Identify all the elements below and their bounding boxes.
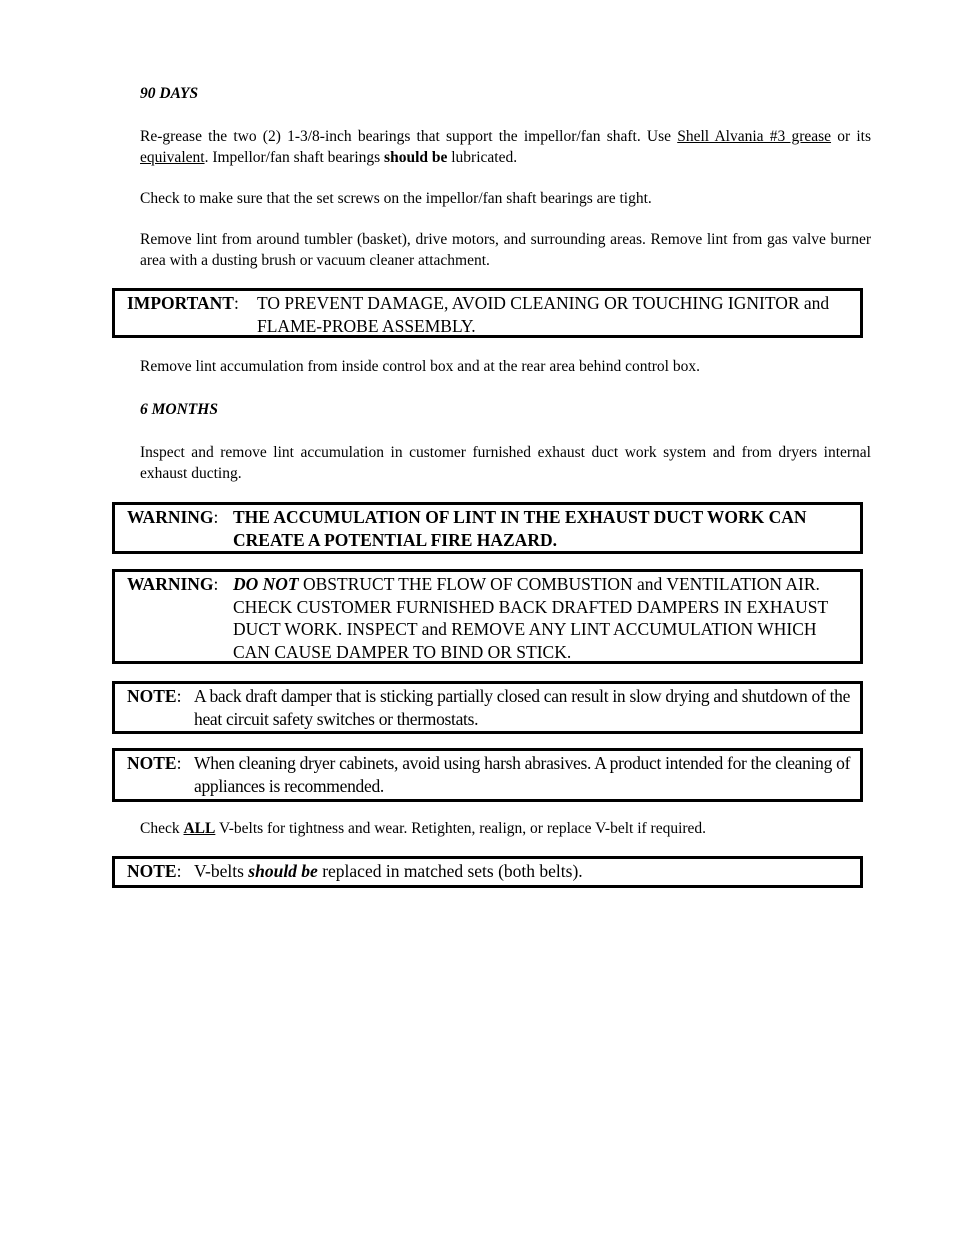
notice-text: When cleaning dryer cabinets, avoid using harsh abrasives. A product intended for the cleaning of appliances is recommended. bbox=[194, 753, 851, 796]
emphasis: should be bbox=[248, 861, 318, 881]
section-heading-90-days: 90 DAYS bbox=[140, 85, 199, 102]
notice-label: WARNING: bbox=[127, 574, 219, 594]
text: . Impellor/fan shaft bearings bbox=[204, 149, 385, 166]
equivalent-term: equivalent bbox=[140, 149, 205, 166]
remove-lint-paragraph: Remove lint from around tumbler (basket), drive motors, and surrounding areas. Remove lint from gas valve burner area with a dusting brush or vacuum cleaner attachment. bbox=[140, 231, 871, 269]
text: or its bbox=[831, 128, 872, 145]
notice-label: IMPORTANT: bbox=[127, 293, 239, 313]
notice-text: V-belts should be replaced in matched sets (both belts). bbox=[194, 861, 583, 881]
notice-label: WARNING: bbox=[127, 507, 219, 527]
notice-text: TO PREVENT DAMAGE, AVOID CLEANING OR TOUCHING IGNITOR and FLAME-PROBE ASSEMBLY. bbox=[257, 293, 830, 336]
section-heading-6-months: 6 MONTHS bbox=[140, 401, 218, 418]
notice-label: NOTE: bbox=[127, 686, 182, 706]
grease-spec: Shell Alvania #3 grease bbox=[677, 128, 832, 145]
notice-label: NOTE: bbox=[127, 861, 182, 881]
text: lubricated. bbox=[447, 149, 518, 166]
note-v-belts bbox=[112, 856, 863, 888]
v-belts-paragraph: Check ALL V-belts for tightness and wear. Retighten, realign, or replace V-belt if required. bbox=[140, 820, 707, 837]
emphasis: should be bbox=[384, 149, 448, 166]
notice-label: NOTE: bbox=[127, 753, 182, 773]
control-box-paragraph: Remove lint accumulation from inside control box and at the rear area behind control box. bbox=[140, 358, 700, 375]
set-screws-paragraph: Check to make sure that the set screws on the impellor/fan shaft bearings are tight. bbox=[140, 190, 652, 207]
exhaust-duct-paragraph: Inspect and remove lint accumulation in customer furnished exhaust duct work system and from dryers internal exhaust ducting. bbox=[140, 444, 871, 482]
regrease-paragraph bbox=[140, 126, 871, 168]
text: Re-grease the two (2) 1-3/8-inch bearings that support the impellor/fan shaft. Use bbox=[140, 128, 678, 145]
notice-text: THE ACCUMULATION OF LINT IN THE EXHAUST DUCT WORK CAN CREATE A POTENTIAL FIRE HAZARD. bbox=[233, 507, 807, 550]
note-back-draft-damper bbox=[112, 681, 863, 734]
warning-notice-fire-hazard bbox=[112, 502, 863, 554]
notice-text: A back draft damper that is sticking partially closed can result in slow drying and shutdown of the heat circuit safety switches or thermostats. bbox=[194, 686, 851, 729]
note-cleaning-cabinets bbox=[112, 748, 863, 802]
notice-text: DO NOT OBSTRUCT THE FLOW OF COMBUSTION and VENTILATION AIR. CHECK CUSTOMER FURNISHED BACK DRAFTED DAMPERS IN EXHAUST DUCT WORK. INSPECT and REMOVE ANY LINT ACCUMULATION WHICH CAN CAUSE DAMPER TO BIND OR STICK. bbox=[233, 574, 828, 662]
emphasis: ALL bbox=[183, 820, 216, 837]
emphasis: DO NOT bbox=[233, 574, 299, 594]
warning-notice-obstruction bbox=[112, 569, 863, 664]
important-notice bbox=[112, 288, 863, 338]
